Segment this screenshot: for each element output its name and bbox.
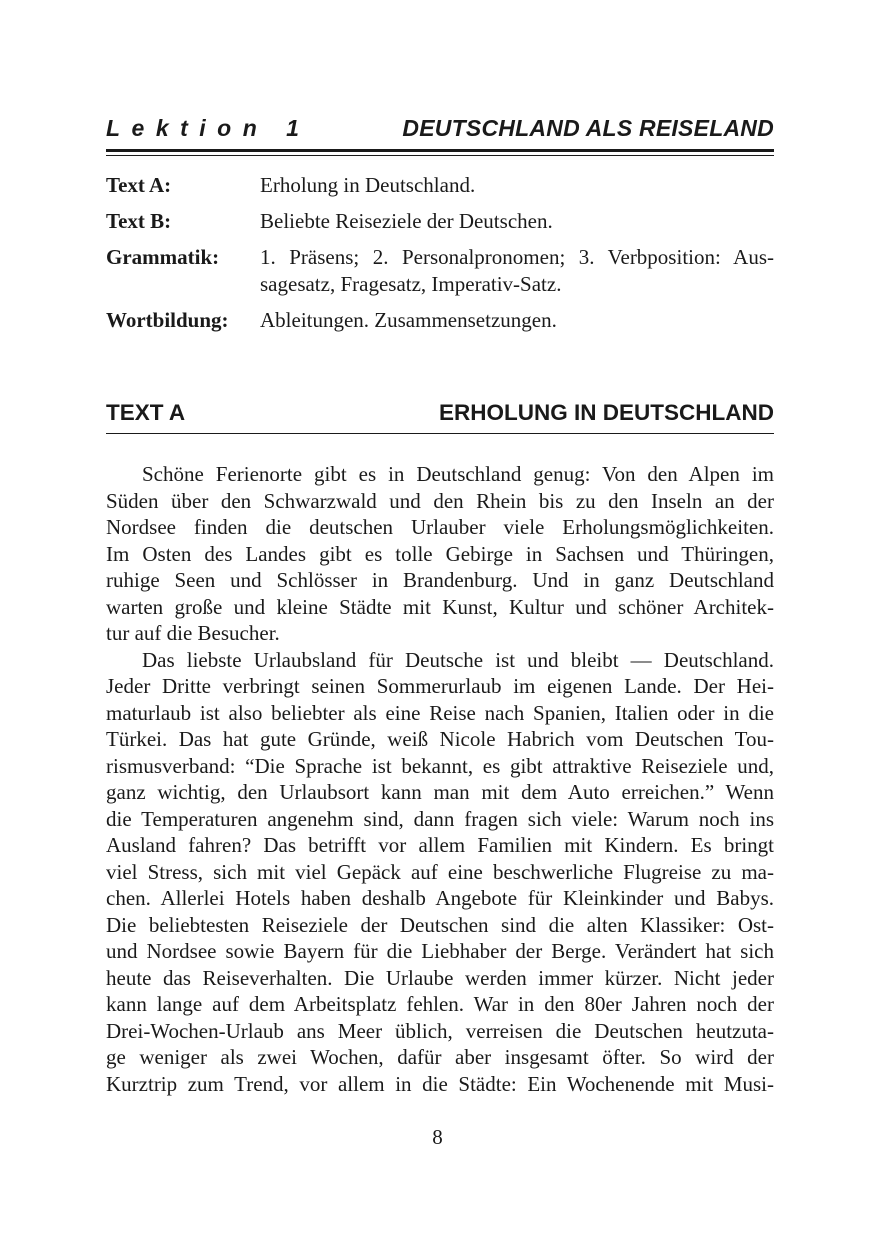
text-line: Das liebste Urlaubsland für Deutsche ist und bleibt — Deutschland. <box>142 647 774 672</box>
overview-value: Beliebte Reiseziele der Deutschen. <box>260 209 553 233</box>
text-line: und Nordsee sowie Bayern für die Liebhaber der Berge. Verändert hat sich <box>106 939 774 963</box>
overview-value: Erholung in Deutschland. <box>260 173 476 197</box>
text-line: Drei-Wochen-Urlaub ans Meer üblich, verreisen die Deutschen heutzuta- <box>106 1018 774 1043</box>
text-line: die Temperaturen angenehm sind, dann fragen sich viele: Warum noch ins <box>106 806 774 831</box>
rule-thick-line <box>106 149 774 152</box>
lesson-overview <box>106 172 774 343</box>
text-line: Schöne Ferienorte gibt es in Deutschland genug: Von den Alpen im <box>142 462 774 486</box>
rule-thin-line <box>106 155 774 156</box>
header-double-rule <box>106 149 774 157</box>
overview-key: Text B: <box>106 209 172 233</box>
overview-row-grammatik <box>106 244 774 298</box>
text-line: heute das Reiseverhalten. Die Urlaube werden immer kürzer. Nicht jeder <box>106 965 774 990</box>
lesson-header <box>106 113 774 143</box>
section-title: ERHOLUNG IN DEUTSCHLAND <box>439 400 774 425</box>
overview-row-text-a <box>106 172 774 199</box>
overview-key: Wortbildung: <box>106 308 229 332</box>
text-line: kann lange auf dem Arbeitsplatz fehlen. War in den 80er Jahren noch der <box>106 992 774 1016</box>
section-rule <box>106 433 774 434</box>
text-line: viel Stress, sich mit viel Gepäck auf eine beschwerliche Flugreise zu ma- <box>106 859 774 884</box>
text-line: Kurztrip zum Trend, vor allem in die Städte: Ein Wochenende mit Musi- <box>106 1071 774 1096</box>
text-line: Jeder Dritte verbringt seinen Sommerurlaub im eigenen Lande. Der Hei- <box>106 674 774 698</box>
text-line: ruhige Seen und Schlösser in Brandenburg. Und in ganz Deutschland <box>106 568 774 592</box>
text-line: Türkei. Das hat gute Gründe, weiß Nicole Habrich vom Deutschen Tou- <box>106 727 774 751</box>
body-text <box>106 461 774 1097</box>
overview-value: Ableitungen. Zusammensetzungen. <box>260 308 557 332</box>
text-line: Nordsee finden die deutschen Urlauber viele Erholungsmöglichkeiten. <box>106 515 774 539</box>
text-line: maturlaub ist also beliebter als eine Reise nach Spanien, Italien oder in die <box>106 700 774 725</box>
text-line: Die beliebtesten Reiseziele der Deutschen sind die alten Klassiker: Ost- <box>106 912 774 937</box>
text-line: Ausland fahren? Das betrifft vor allem Familien mit Kindern. Es bringt <box>106 833 774 857</box>
paragraph-2 <box>106 647 774 1098</box>
text-line: chen. Allerlei Hotels haben deshalb Angebote für Kleinkinder und Babys. <box>106 886 774 910</box>
overview-key: Text A: <box>106 173 172 197</box>
text-line: Süden über den Schwarzwald und den Rhein bis zu den Inseln an der <box>106 488 774 513</box>
text-line: tur auf die Besucher. <box>106 621 280 645</box>
overview-row-wortbildung <box>106 307 774 334</box>
lesson-title: DEUTSCHLAND ALS REISELAND <box>402 115 774 141</box>
section-header <box>106 398 774 428</box>
text-line: Im Osten des Landes gibt es tolle Gebirge in Sachsen und Thüringen, <box>106 541 774 566</box>
page-number: 8 <box>432 1125 443 1149</box>
text-line: warten große und kleine Städte mit Kunst, Kultur und schöner Architek- <box>106 594 774 619</box>
overview-value: 1. Präsens; 2. Personalpronomen; 3. Verbposition: Aussagesatz, Fragesatz, Imperativ-Satz. <box>260 245 774 296</box>
overview-row-text-b <box>106 208 774 235</box>
lesson-label: Lektion 1 <box>106 115 311 141</box>
overview-key: Grammatik: <box>106 245 220 269</box>
text-line: ganz wichtig, den Urlaubsort kann man mit dem Auto erreichen.” Wenn <box>106 780 774 804</box>
section-label: TEXT A <box>106 400 186 425</box>
paragraph-1 <box>106 461 774 647</box>
text-line: ge weniger als zwei Wochen, dafür aber insgesamt öfter. So wird der <box>106 1045 774 1069</box>
text-line: rismusverband: “Die Sprache ist bekannt, es gibt attraktive Reiseziele und, <box>106 753 774 778</box>
